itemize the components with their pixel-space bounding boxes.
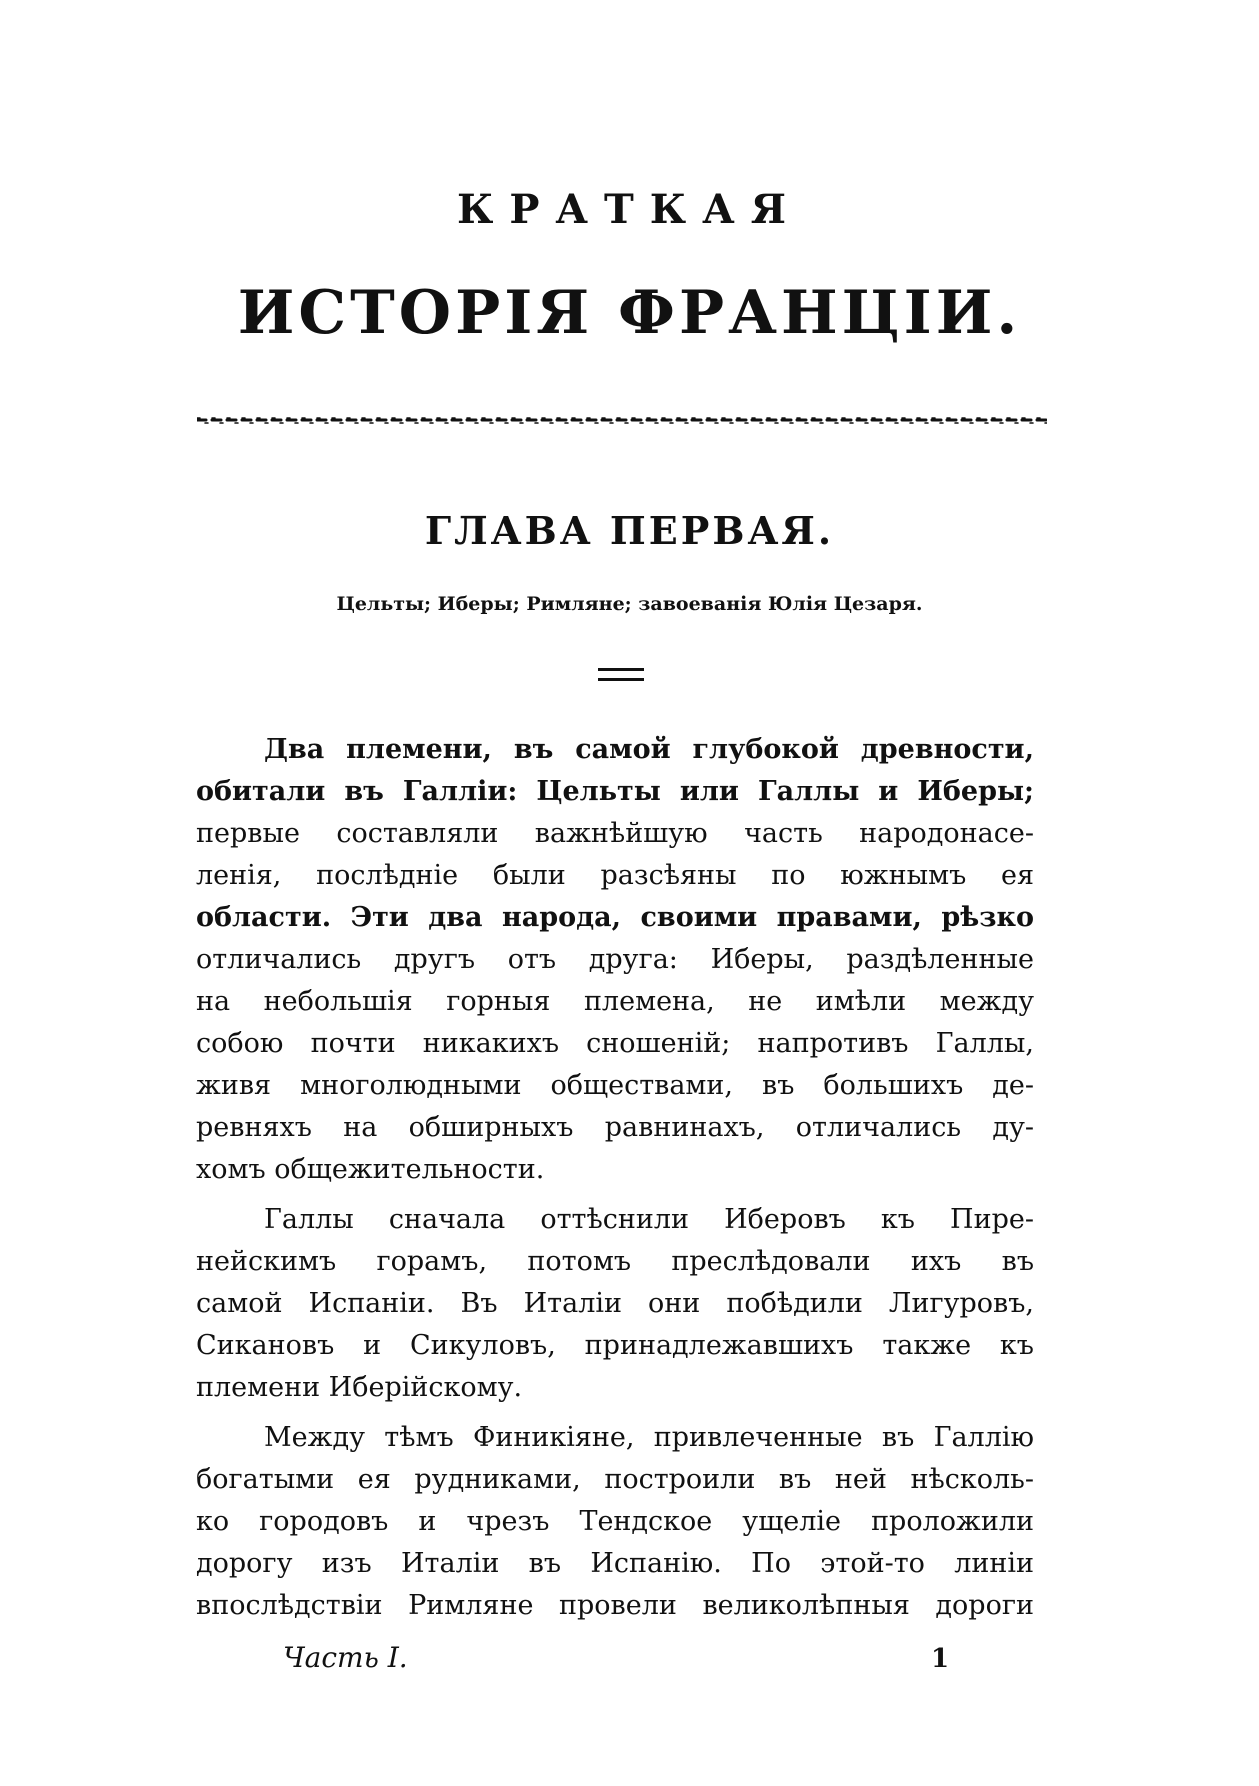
part-label: Часть I.	[283, 1641, 408, 1674]
book-title-top: КРАТКАЯ	[456, 186, 803, 233]
chapter-title: ГЛАВА ПЕРВАЯ.	[424, 508, 835, 553]
text-line: живя многолюдными обществами, въ большихъ де-	[196, 1070, 1034, 1101]
text-line: Сикановъ и Сикуловъ, принадлежавшихъ также къ	[196, 1330, 1034, 1361]
text-line: области. Эти два народа, своими правами, рѣзко	[196, 902, 1034, 933]
text-line: впослѣдствіи Римляне провели великолѣпныя дороги	[196, 1590, 1034, 1621]
text-line: обитали въ Галліи: Цельты или Галлы и Иберы;	[196, 776, 1034, 807]
text-line: дорогу изъ Италіи въ Испанію. По этой-то линіи	[196, 1548, 1034, 1579]
text-line: самой Испаніи. Въ Италіи они побѣдили Лигуровъ,	[196, 1288, 1034, 1319]
text-line: хомъ общежительности.	[196, 1154, 545, 1185]
text-line: нейскимъ горамъ, потомъ преслѣдовали ихъ въ	[196, 1246, 1034, 1277]
text-line: первые составляли важнѣйшую часть народонасе-	[196, 818, 1034, 849]
text-line: племени Иберійскому.	[196, 1372, 523, 1403]
text-line: на небольшія горныя племена, не имѣли между	[196, 986, 1034, 1017]
text-line: Галлы сначала оттѣснили Иберовъ къ Пире-	[264, 1204, 1034, 1235]
ornamental-divider	[197, 413, 1047, 427]
paragraph	[196, 729, 1034, 1191]
text-line: богатыми ея рудниками, построили въ ней нѣсколь-	[196, 1464, 1034, 1495]
text-line: собою почти никакихъ сношеній; напротивъ Галлы,	[196, 1028, 1034, 1059]
book-title-main: ИСТОРІЯ ФРАНЦІИ.	[237, 278, 1022, 348]
page-number: 1	[931, 1644, 950, 1674]
text-line: отличались другъ отъ друга: Иберы, раздѣленные	[196, 944, 1034, 975]
chapter-subtitle: Цельты; Иберы; Римляне; завоеванія Юлія Цезаря.	[336, 593, 923, 615]
text-line: ревняхъ на обширныхъ равнинахъ, отличались ду-	[196, 1112, 1034, 1143]
text-line: ленія, послѣдніе были разсѣяны по южнымъ ея	[196, 860, 1034, 891]
section-rule	[598, 668, 644, 682]
text-line: ко городовъ и чрезъ Тендское ущеліе проложили	[196, 1506, 1034, 1537]
text-line: Два племени, въ самой глубокой древности,	[264, 734, 1034, 765]
text-line: Между тѣмъ Финикіяне, привлеченные въ Галлію	[264, 1422, 1034, 1453]
body-text	[196, 729, 1034, 1635]
paragraph	[196, 1199, 1034, 1409]
paragraph	[196, 1417, 1034, 1627]
